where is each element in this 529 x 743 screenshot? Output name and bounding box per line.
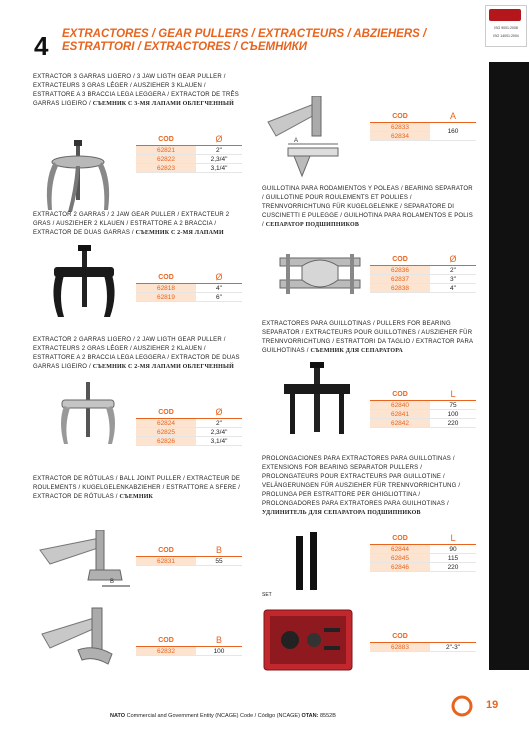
table-row: 62837 3" — [370, 275, 476, 284]
description-text: PROLONGACIONES PARA EXTRACTORES PARA GUILLOTINAS / EXTENSIONS FOR BEARING SEPARATOR PULLERS / PROLONGATEURS POUR EXTRACTEURS PAR GUILLOTINE / VELÄNGERUNGEN FÜR AUSZIEHER FÜR TRENNVORRICHTUNG / PROLUNGA PER ESTRATTORE PER GHIGLIOTTINA / PROLONGADORES PARA EXTRATORES PARA GUILHOTINAS / — [262, 456, 461, 507]
table-row: 62823 3,1/4" — [136, 164, 242, 173]
table-row: 62833 160 — [370, 123, 476, 132]
page-number: 19 — [486, 699, 499, 711]
description-text: EXTRACTORES PARA GUILLOTINAS / PULLERS FOR BEARING SEPARATOR / EXTRACTEURS POUR GUILLOTINES / AUSZIEHER FÜR TRENNVORRICHTUNG / ESTRATTORI DA TAGLIO / EXTRACTOR PARA GUILHOTINAS / — [262, 321, 473, 354]
ball-joint-puller-large-image — [34, 604, 134, 674]
footer-otan-label: OTAN: — [301, 713, 319, 719]
set-label: SET — [262, 592, 272, 598]
table-row: 62818 4" — [136, 284, 242, 293]
product-description — [33, 475, 245, 502]
dimension-a-label: A — [294, 138, 299, 144]
three-jaw-puller-image — [38, 140, 118, 220]
description-text: EXTRACTOR 2 GARRAS LIGERO / 2 JAW LIGTH GEAR PULLER / EXTRACTEURS 2 GRAS LÉGER / AUSZIEHER 2 KLAUEN / ESTRATTORE A 2 BRACCIA LEGA LEGGERA / EXTRACTOR DE DUAS GARRAS LIGEIRO / — [33, 337, 240, 370]
dimension-l-icon: L — [430, 532, 476, 545]
two-jaw-puller-image — [44, 245, 124, 325]
footer-otan-code: 8552B — [320, 713, 336, 719]
description-cyrillic: СЪЕМНИК — [119, 494, 154, 500]
product-description — [33, 211, 245, 238]
cod-header: COD — [370, 630, 430, 643]
tie-rod-puller-image — [258, 96, 358, 186]
diameter-icon: Ø — [196, 406, 242, 419]
product-description — [262, 185, 474, 230]
description-cyrillic: СЪЕМНИК С 3-МЯ ЛАПАМИ ОБЛЕГЧЕННЫЙ — [92, 101, 234, 107]
table-row: 62819 6" — [136, 293, 242, 302]
product-table — [136, 133, 242, 173]
cod-header: COD — [370, 110, 430, 123]
description-cyrillic: СЪЕМНИК С 2-МЯ ЛАПАМИ ОБЛЕГЧЕННЫЙ — [92, 364, 234, 370]
diameter-icon: Ø — [196, 271, 242, 284]
product-table — [370, 253, 476, 293]
product-table — [136, 406, 242, 446]
cod-header: COD — [136, 406, 196, 419]
table-row: 62822 2,3/4" — [136, 155, 242, 164]
cod-header: COD — [136, 634, 196, 647]
product-description — [33, 73, 245, 109]
table-row: 62826 3,1/4" — [136, 437, 242, 446]
table-row: 62824 2" — [136, 419, 242, 428]
table-row: 62821 2" — [136, 146, 242, 155]
iso-9001-text: ISO 9001:2008 — [494, 26, 518, 30]
ball-joint-puller-image — [30, 530, 140, 600]
separator-puller-image — [278, 362, 358, 442]
dimension-b-icon: B — [196, 544, 242, 557]
brand-circle-icon — [450, 694, 474, 718]
bearing-separator-image — [276, 250, 366, 300]
diameter-icon: Ø — [430, 253, 476, 266]
product-table — [370, 110, 476, 141]
table-row: 62841 100 — [370, 410, 476, 419]
product-description — [262, 320, 474, 356]
table-row: 62840 75 — [370, 401, 476, 410]
product-table — [136, 271, 242, 302]
description-cyrillic: СЪЕМНИК ДЛЯ СЕПАРАТОРА — [310, 348, 403, 354]
puller-set-case-image — [260, 606, 360, 676]
table-row: 62838 4" — [370, 284, 476, 293]
cod-header: COD — [370, 253, 430, 266]
dimension-l-icon: L — [430, 388, 476, 401]
footer-prefix: NATO — [110, 713, 126, 719]
dimension-b-label: B — [110, 579, 115, 585]
brand-logo-mark — [489, 9, 521, 21]
diameter-icon: Ø — [196, 133, 242, 146]
product-description — [33, 336, 245, 372]
cod-header: COD — [136, 544, 196, 557]
product-table — [136, 544, 242, 566]
description-text: EXTRACTOR 2 GARRAS / 2 JAW GEAR PULLER / EXTRACTEUR 2 GRAS / AUSZIEHER 2 KLAUEN / ESTRATTORE A 2 BRACCIA / EXTRACTOR DE DUAS GARRAS / — [33, 212, 230, 236]
description-text: EXTRACTOR 3 GARRAS LIGERO / 3 JAW LIGTH GEAR PULLER / EXTRACTEURS 3 GRAS LÉGER / AUSZIEHER 3 KLAUEN / ESTRATTORE A 3 BRACCIA LEGA LEGGERA / EXTRACTOR DE TRÊS GARRAS LIGEIRO / — [33, 74, 239, 107]
description-cyrillic: СЕПАРАТОР ПОДШИПНИКОВ — [265, 222, 360, 228]
product-description — [262, 455, 474, 518]
description-text: GUILLOTINA PARA RODAMIENTOS Y POLEAS / BEARING SEPARATOR / GUILLOTINE POUR ROULEMENTS ET POULIES / TRENNVORRICHTUNG FÜR KUGELGELENKE / SEPARATORE DI CUSCINETTI E PULEGGE / GUILHOTINA PARA ROLAMENTOS E POLIS / — [262, 186, 473, 228]
table-row: 62844 90 — [370, 545, 476, 554]
chapter-number: 4 — [34, 31, 49, 61]
table-row: 62831 55 — [136, 557, 242, 566]
description-text: EXTRACTOR DE RÓTULAS / BALL JOINT PULLER / EXTRACTEUR DE ROULEMENTS / KUGELGELENKABZIEHER / ESTRATTORE A SFERE / EXTRACTOR DE RÓTULAS / — [33, 476, 241, 500]
product-table — [370, 630, 476, 652]
table-row: 62834 — [370, 132, 476, 141]
description-cyrillic: СЪЕМНИК С 2-МЯ ЛАПАМИ — [135, 230, 224, 236]
side-bar — [489, 62, 529, 670]
table-row: 62832 100 — [136, 647, 242, 656]
footer-ncage — [110, 713, 336, 719]
product-table — [370, 532, 476, 572]
description-cyrillic: УДЛИНИТЕЛЬ ДЛЯ СЕПАРАТОРА ПОДШИПНИКОВ — [262, 510, 421, 516]
cod-header: COD — [370, 388, 430, 401]
dimension-a-icon: A — [430, 110, 476, 123]
cod-header: COD — [136, 271, 196, 284]
two-jaw-light-puller-image — [48, 382, 128, 452]
dimension-b-icon: B — [196, 634, 242, 647]
table-row: 62836 2" — [370, 266, 476, 275]
cod-header: COD — [370, 532, 430, 545]
product-table — [136, 634, 242, 656]
table-row: 62883 2"-3" — [370, 643, 476, 652]
footer-text: Commercial and Government Entity (NCAGE) Code / Código (NCAGE) — [126, 713, 300, 719]
table-row: 62825 2,3/4" — [136, 428, 242, 437]
cod-header: COD — [136, 133, 196, 146]
extension-bars-image — [290, 532, 330, 592]
product-table — [370, 388, 476, 428]
iso-14001-text: ISO 14001:2004 — [493, 34, 519, 38]
page-title: EXTRACTORES / GEAR PULLERS / EXTRACTEURS / ABZIEHERS / ESTRATTORI / EXTRACTORES / СЪЕМНИКИ — [62, 28, 427, 53]
table-row: 62846 220 — [370, 563, 476, 572]
table-row: 62842 220 — [370, 419, 476, 428]
table-row: 62845 115 — [370, 554, 476, 563]
